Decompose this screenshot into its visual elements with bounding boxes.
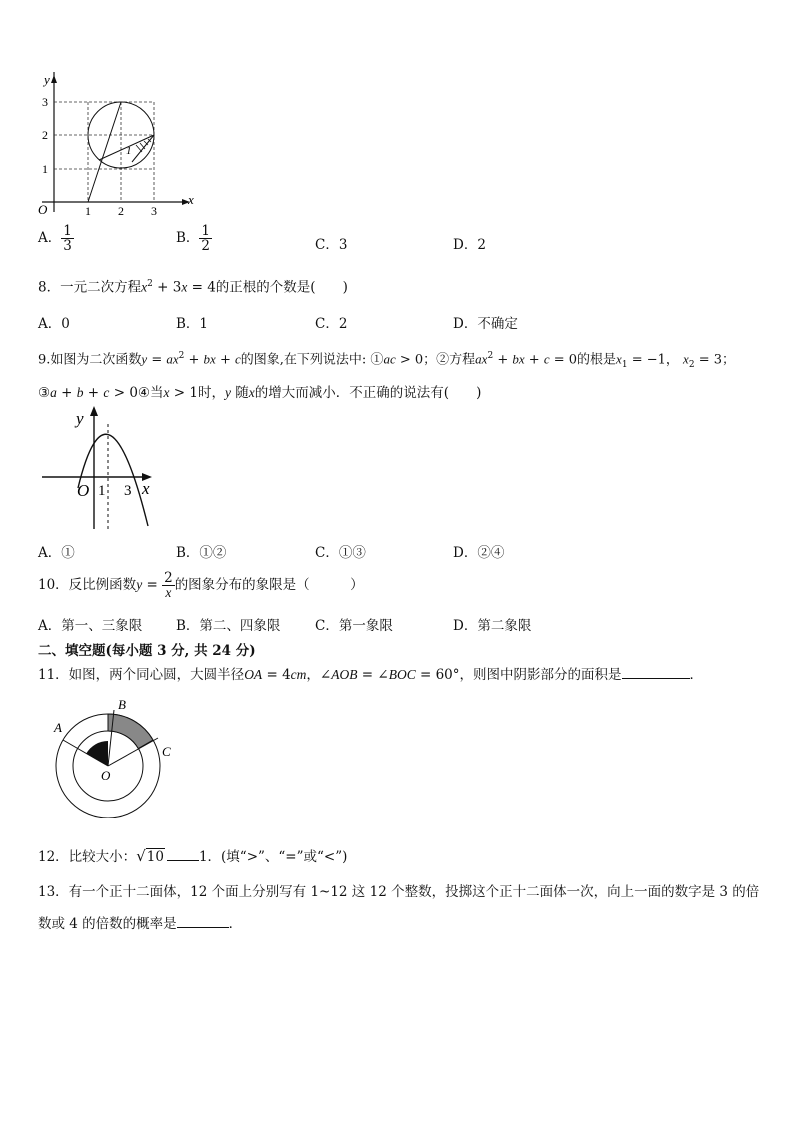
fig9-tick-1: 1 [98, 483, 106, 499]
fig7-tick-x2: 2 [118, 204, 124, 218]
q13-answer-blank[interactable] [177, 915, 229, 928]
fig11-label-c: C [162, 744, 171, 759]
q9-option-a[interactable]: A．① [38, 545, 75, 561]
q9-option-d[interactable]: D．②④ [453, 545, 505, 561]
q9-figure [40, 404, 170, 532]
q7-option-b[interactable]: B． $\frac{1}{2}$ [176, 223, 211, 254]
q11-stem: 11．如图，两个同心圆，大圆半径OA = 4cm，∠AOB = ∠BOC = 60°，则图中阴影部分的面积是 ． [38, 667, 704, 683]
q8-option-c[interactable]: C．2 [315, 316, 348, 332]
q7-option-a-fraction: $\frac{1}{3}$ [63, 223, 72, 254]
fig7-tick-y3: 3 [42, 95, 48, 109]
q7-figure [32, 72, 202, 222]
q10-stem: 10．反比例函数y = $\frac{2}{x}$ 的图象分布的象限是（ ） [38, 570, 364, 600]
q8-option-d[interactable]: D．不确定 [453, 316, 518, 332]
q7-option-d[interactable]: D．2 [453, 237, 486, 253]
fig9-y-label: y [76, 409, 84, 428]
q8-stem: 8．一元二次方程$x^2 + 3x = 4$的正根的个数是( ) [38, 279, 348, 296]
q12-stem: 12．比较大小：√10 1．(填“>”、“=”或“<”) [38, 847, 348, 865]
q8-option-b[interactable]: B．1 [176, 316, 209, 332]
q11-figure [48, 696, 188, 818]
fig7-y-arrow [51, 75, 57, 83]
q10-option-a[interactable]: A．第一、三象限 [38, 618, 143, 634]
fig9-x-label: x [142, 479, 150, 498]
q13-stem-line1: 13．有一个正十二面体，12 个面上分别写有 1~12 这 12 个整数，投掷这个正十二面体一次，向上一面的数字是 3 的倍 [38, 884, 760, 900]
q11-answer-blank[interactable] [622, 666, 690, 679]
q9-option-b[interactable]: B．①② [176, 545, 227, 561]
fig9-y-arrow [90, 406, 98, 416]
q10-option-c[interactable]: C．第一象限 [315, 618, 393, 634]
fig7-x-label: x [188, 192, 194, 207]
q9-option-c[interactable]: C．①③ [315, 545, 366, 561]
q10-option-b[interactable]: B．第二、四象限 [176, 618, 281, 634]
q7-option-c[interactable]: C．3 [315, 237, 348, 253]
fig7-tick-y1: 1 [42, 162, 48, 176]
fig7-tick-x3: 3 [151, 204, 157, 218]
fig9-tick-3: 3 [124, 483, 132, 499]
fig7-y-label: y [44, 72, 50, 87]
q7-option-a[interactable]: A． $\frac{1}{3}$ [38, 223, 72, 254]
q7-option-b-fraction: $\frac{1}{2}$ [201, 223, 211, 254]
fig7-angle-label: 1 [126, 145, 132, 157]
q13-stem-line2: 数或 4 的倍数的概率是 ． [38, 916, 243, 932]
fig7-tick-x1: 1 [85, 204, 91, 218]
fig7-tick-y2: 2 [42, 128, 48, 142]
q10-fraction: $\frac{2}{x}$ [164, 570, 173, 600]
q9-stem-line1: 9.如图为二次函数$y = ax^2$ + bx + c的图象,在下列说法中: ①ac > 0；②方程$ax^2$ + bx + c = 0的根是$x_1 = -1$， $x_2 = 3$； [38, 351, 736, 370]
fig7-origin-label: O [38, 202, 48, 217]
q12-answer-blank[interactable] [167, 848, 199, 861]
q9-stem-line2: ③a + b + c > 0④当x > 1时，y 随x的增大而减小．不正确的说法有( ) [38, 385, 482, 401]
q8-option-a[interactable]: A．0 [38, 316, 70, 332]
fig11-label-a: A [54, 720, 62, 735]
fig9-origin-label: O [77, 481, 90, 500]
q10-option-d[interactable]: D．第二象限 [453, 618, 532, 634]
fig11-label-b: B [118, 697, 126, 712]
section-title-fill-in: 二、填空题(每小题 3 分, 共 24 分) [38, 643, 256, 659]
fig11-label-o: O [101, 768, 111, 783]
